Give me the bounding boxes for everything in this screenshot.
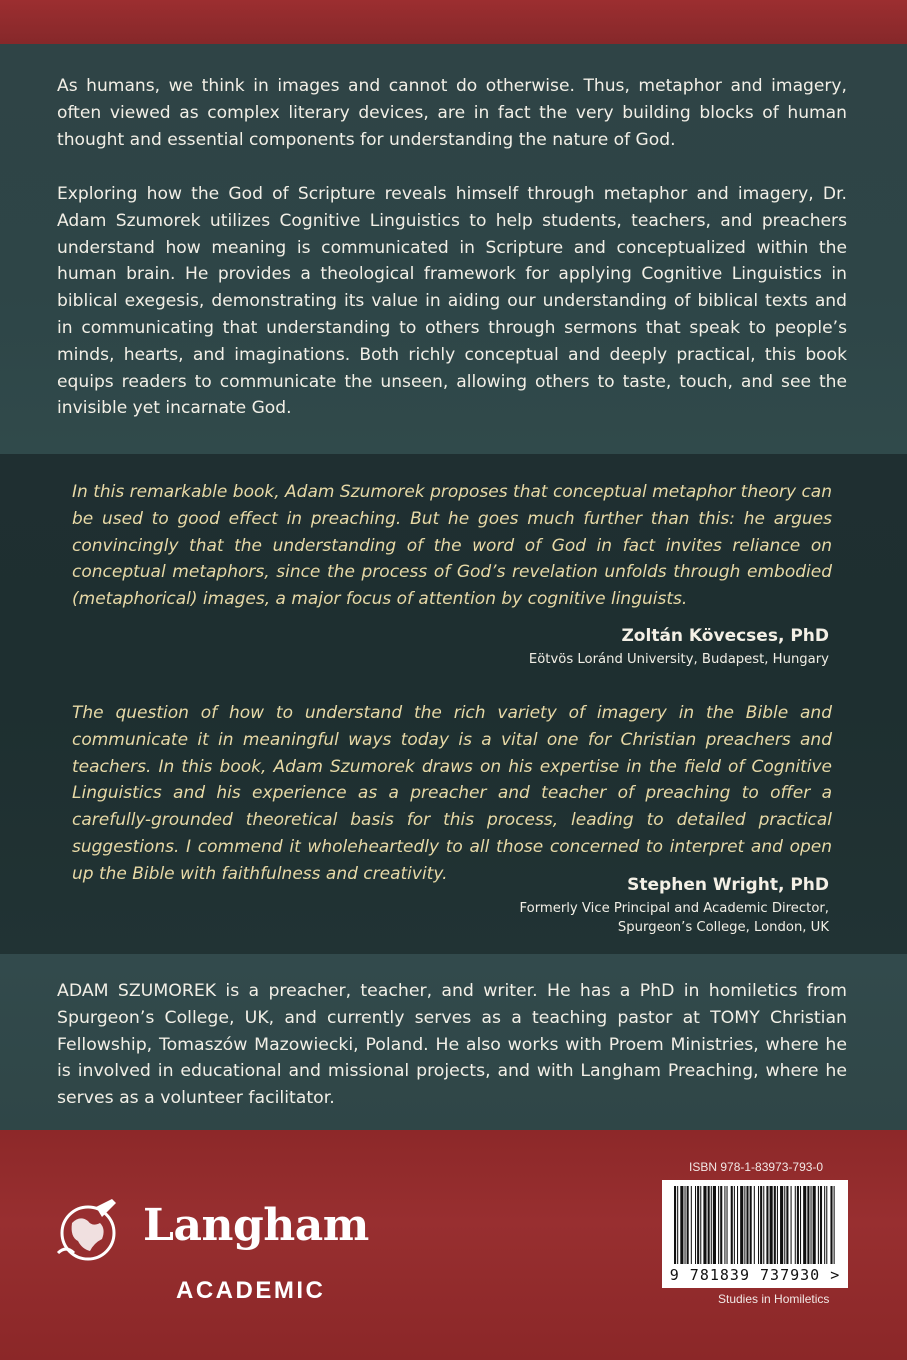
barcode-bar — [813, 1186, 816, 1264]
barcode-bar — [777, 1186, 778, 1264]
barcode-bar — [697, 1186, 699, 1264]
isbn-barcode — [662, 1180, 848, 1288]
barcode-bar — [797, 1186, 799, 1264]
barcode-bar — [691, 1186, 692, 1264]
author-bio: ADAM SZUMOREK is a preacher, teacher, and writer. He has a PhD in homiletics from Spurgeon’s College, UK, and currently serves as a teaching pastor at TOMY Christian Fellowship, Tomaszów Mazowiecki, Poland. He also works with Proem Ministries, where he is involved in educational and missional projects, and with Langham Preaching, where he serves as a volunteer facilitator. — [57, 981, 847, 1109]
barcode-bar — [713, 1186, 716, 1264]
barcode-bar — [727, 1186, 728, 1264]
barcode-bar — [754, 1186, 755, 1264]
barcode-bar — [803, 1186, 806, 1264]
endorser-affiliation-2b: Spurgeon’s College, London, UK — [617, 920, 829, 935]
barcode-bar — [718, 1186, 719, 1264]
description-paragraph-2: Exploring how the God of Scripture reveals himself through metaphor and imagery, Dr. Adam Szumorek utilizes Cognitive Linguistics to help students, teachers, and preachers understand how meaning is communicated in Scripture and conceptualized within the human brain. He provides a theological framework for applying Cognitive Linguistics in biblical exegesis, demonstrating its value in aiding our understanding of biblical texts and in communicating that understanding to others through sermons that speak to people’s minds, hearts, and imaginations. Both richly conceptual and deeply practical, this book equips readers to communicate the unseen, allowing others to taste, touch, and see the invisible yet incarnate God. — [57, 184, 847, 419]
barcode-bar — [780, 1186, 783, 1264]
barcode-bar — [680, 1186, 683, 1264]
barcode-bar — [791, 1186, 792, 1264]
barcode-bar — [734, 1186, 735, 1264]
barcode-bars — [674, 1186, 836, 1264]
barcode-bar — [731, 1186, 733, 1264]
endorsement-quote-2: The question of how to understand the rich variety of imagery in the Bible and communicate it in meaningful ways today is a vital one for Christian preachers and teachers. In this book, Adam Szumorek draws on his expertise in the field of Cognitive Linguistics and his experience as a preacher and teacher of preaching to offer a carefully-grounded theoretical basis for this process, leading to detailed practical suggestions. I commend it wholeheartedly to all those concerned to interpret and open up the Bible with faithfulness and creativity. — [72, 703, 832, 884]
barcode-bar — [750, 1186, 752, 1264]
endorser-affiliation-1: Eötvös Loránd University, Budapest, Hungary — [528, 652, 829, 667]
barcode-bar — [737, 1186, 738, 1264]
top-red-band — [0, 0, 907, 44]
endorser-affiliation-2a: Formerly Vice Principal and Academic Director, — [519, 901, 829, 916]
publisher-imprint: ACADEMIC — [176, 1277, 326, 1304]
barcode-bar — [824, 1186, 825, 1264]
barcode-bar — [740, 1186, 743, 1264]
barcode-bar — [807, 1186, 809, 1264]
barcode-digits: 9 781839 737930 > — [669, 1266, 841, 1284]
barcode-bar — [784, 1186, 785, 1264]
globe-pen-icon — [52, 1193, 126, 1267]
barcode-bar — [774, 1186, 776, 1264]
barcode-bar — [703, 1186, 706, 1264]
barcode-bar — [834, 1186, 835, 1264]
barcode-bar — [795, 1186, 796, 1264]
publisher-name: Langham — [143, 1200, 369, 1251]
series-label: Studies in Homiletics — [718, 1292, 830, 1306]
barcode-bar — [760, 1186, 762, 1264]
barcode-bar — [820, 1186, 822, 1264]
barcode-bar — [744, 1186, 745, 1264]
barcode-bar — [695, 1186, 696, 1264]
barcode-bar — [724, 1186, 725, 1264]
barcode-bar — [711, 1186, 712, 1264]
endorser-name-2: Stephen Wright, PhD — [627, 875, 829, 895]
barcode-bar — [826, 1186, 827, 1264]
barcode-bar — [758, 1186, 759, 1264]
endorsement-quote-1: In this remarkable book, Adam Szumorek proposes that conceptual metaphor theory can be used to good effect in preaching. But he goes much further than this: he argues convincingly that the understanding of the word of God in fact invites reliance on conceptual metaphors, since the process of God’s revelation unfolds through embodied (metaphorical) images, a major focus of attention by cognitive linguists. — [72, 482, 832, 610]
barcode-bar — [811, 1186, 812, 1264]
barcode-bar — [818, 1186, 819, 1264]
isbn-label: ISBN 978-1-83973-793-0 — [689, 1160, 824, 1174]
barcode-bar — [720, 1186, 722, 1264]
barcode-bar — [677, 1186, 678, 1264]
barcode-bar — [687, 1186, 689, 1264]
barcode-bar — [763, 1186, 764, 1264]
barcode-bar — [766, 1186, 768, 1264]
barcode-bar — [770, 1186, 773, 1264]
barcode-bar — [746, 1186, 748, 1264]
barcode-bar — [830, 1186, 832, 1264]
barcode-bar — [708, 1186, 710, 1264]
barcode-bar — [786, 1186, 788, 1264]
endorser-name-1: Zoltán Kövecses, PhD — [621, 626, 829, 646]
barcode-bar — [674, 1186, 676, 1264]
barcode-bar — [800, 1186, 801, 1264]
description-paragraph-1: As humans, we think in images and cannot do otherwise. Thus, metaphor and imagery, often viewed as complex literary devices, are in fact the very building blocks of human thought and essential components for understanding the nature of God. — [57, 76, 847, 150]
barcode-bar — [700, 1186, 701, 1264]
barcode-bar — [685, 1186, 686, 1264]
